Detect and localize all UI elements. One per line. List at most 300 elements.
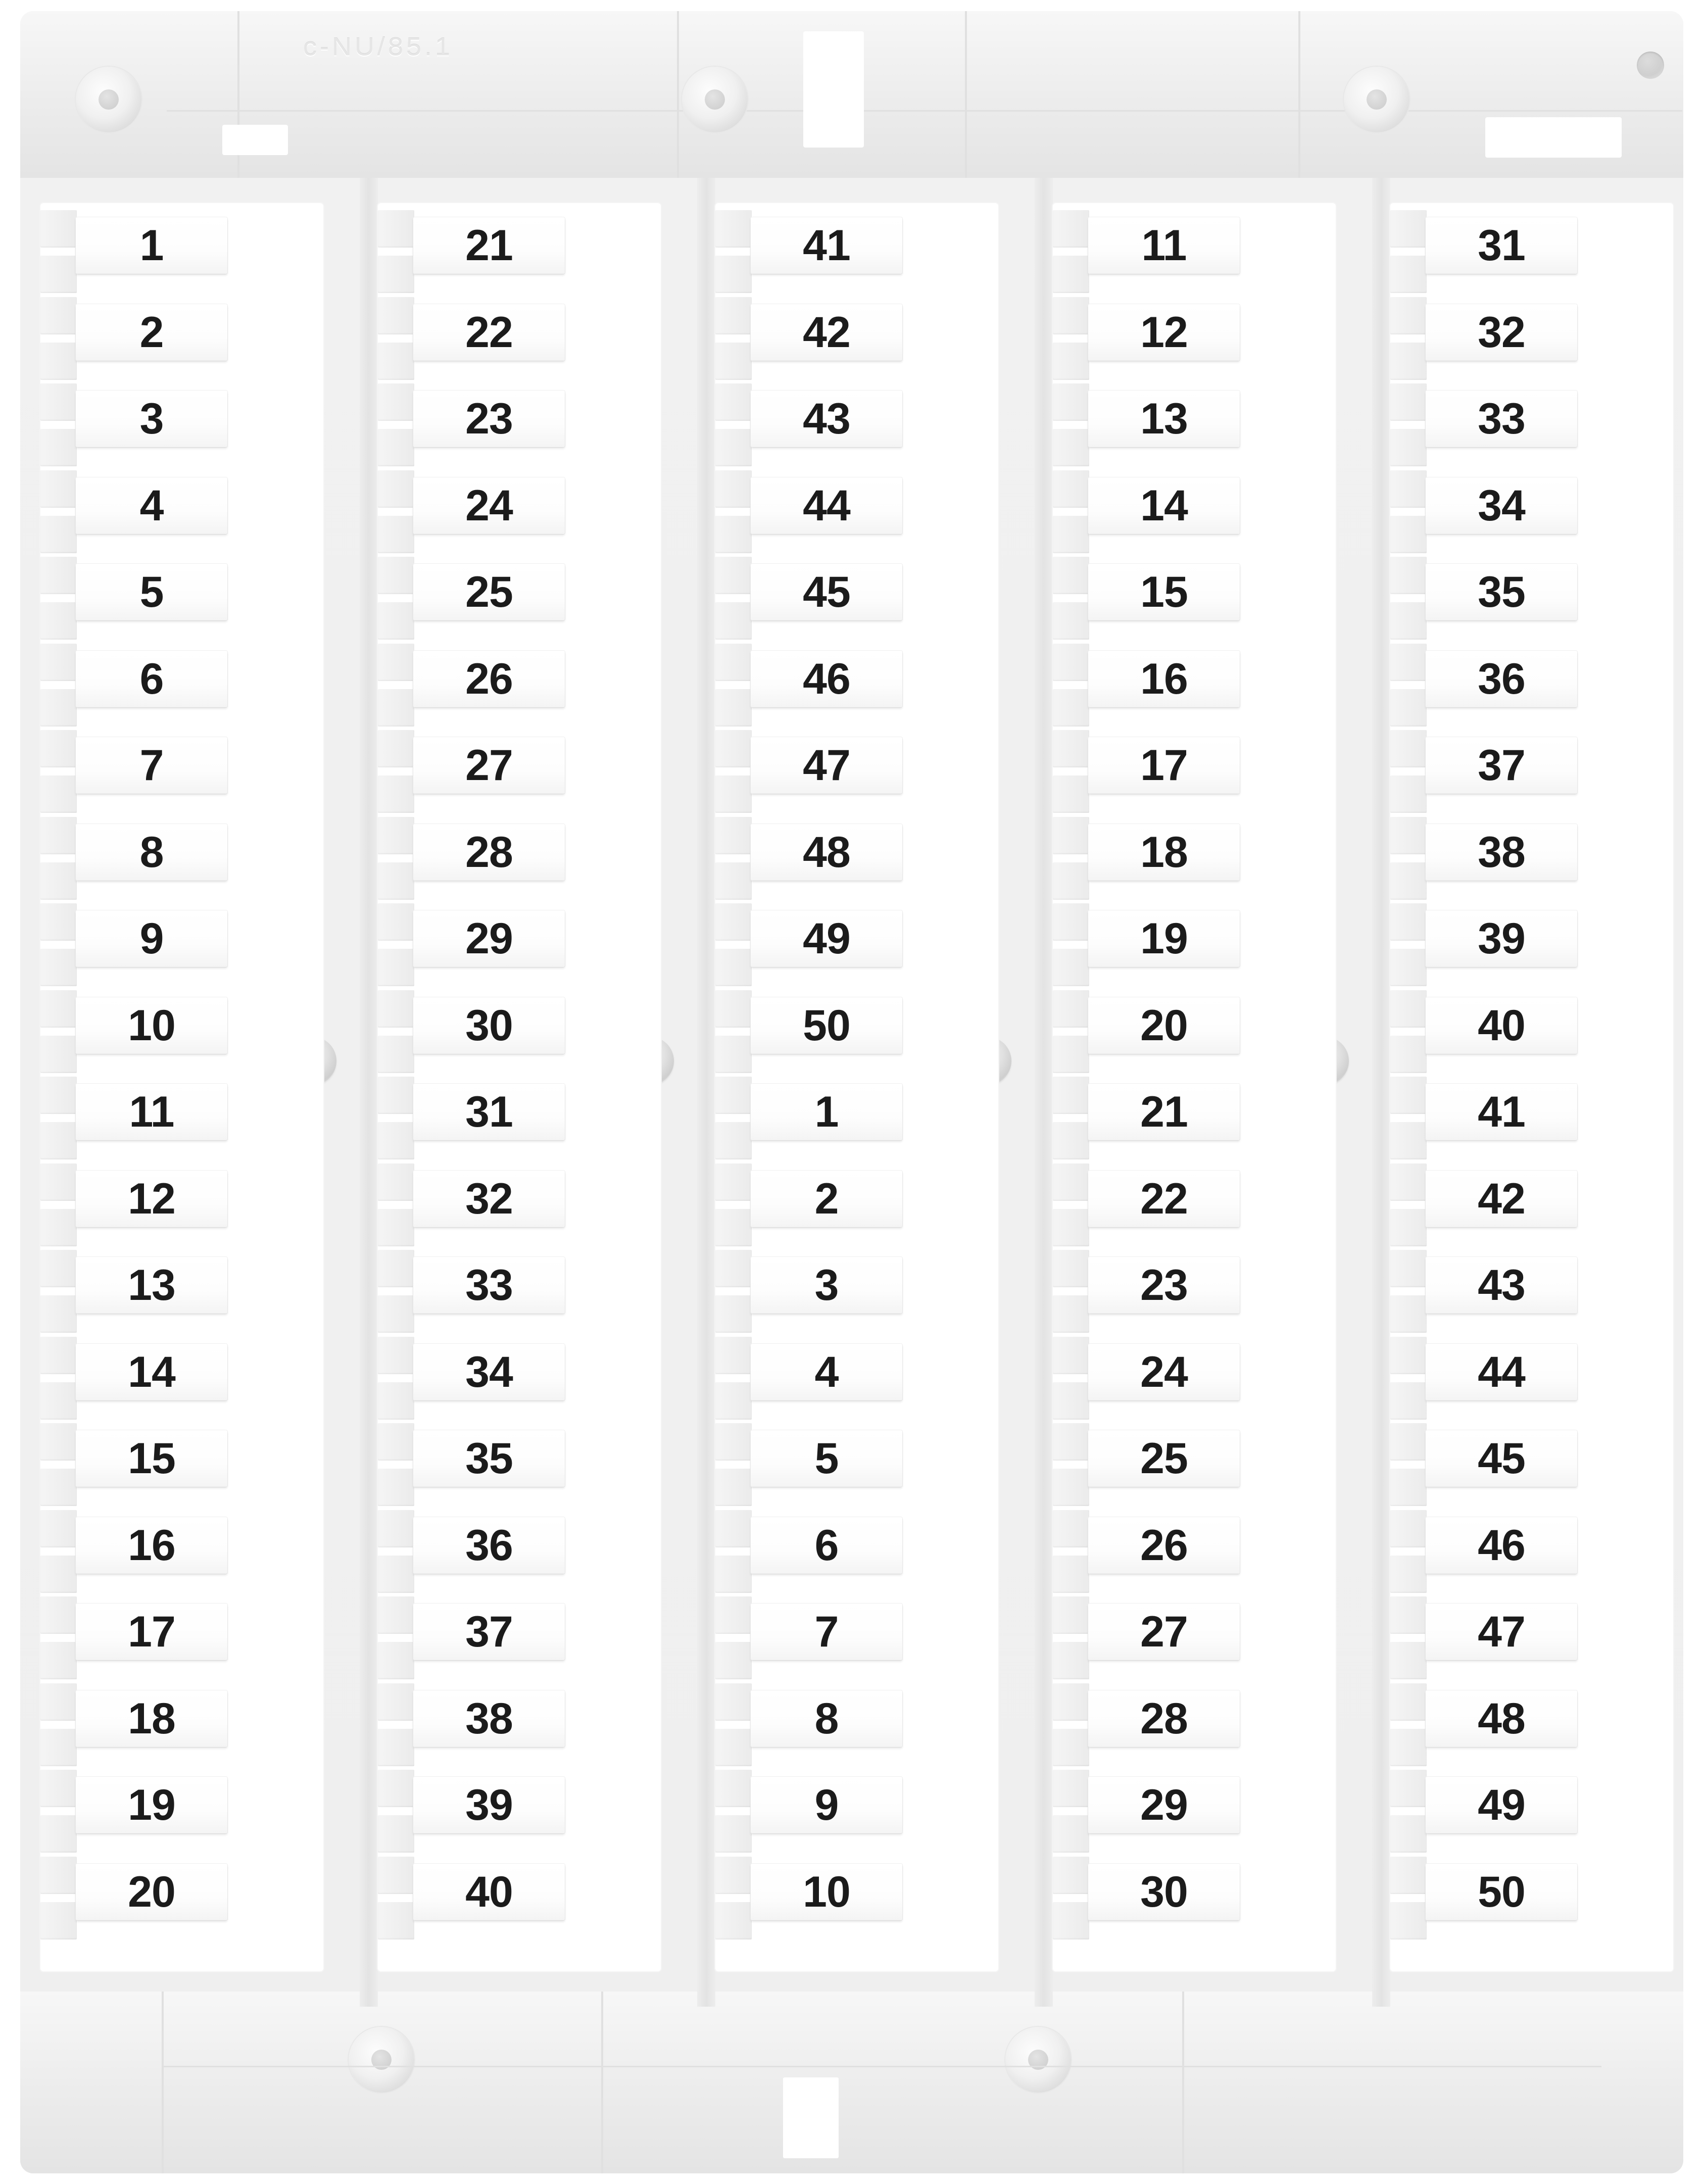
comb-tooth bbox=[1390, 817, 1427, 854]
marker-tag[interactable] bbox=[1088, 737, 1240, 794]
marker-tag-label: 40 bbox=[465, 1867, 513, 1916]
marker-tag[interactable] bbox=[1088, 997, 1240, 1054]
comb-tooth bbox=[378, 644, 414, 681]
marker-tag[interactable] bbox=[76, 737, 227, 794]
marker-tag[interactable] bbox=[1426, 737, 1577, 794]
comb-tooth bbox=[715, 1902, 752, 1939]
comb-tooth bbox=[40, 1510, 77, 1547]
marker-tag-label: 13 bbox=[128, 1261, 175, 1309]
comb-tooth bbox=[715, 297, 752, 334]
marker-tag-label: 42 bbox=[1478, 1174, 1525, 1223]
mount-boss-bottom-left bbox=[349, 2027, 414, 2093]
comb-tooth bbox=[40, 644, 77, 681]
comb-tooth bbox=[715, 256, 752, 293]
comb-tooth bbox=[40, 1382, 77, 1420]
marker-tag-label: 2 bbox=[814, 1174, 839, 1223]
comb-tooth bbox=[40, 602, 77, 640]
marker-tag[interactable] bbox=[1426, 1257, 1577, 1314]
comb-tooth bbox=[1053, 1815, 1089, 1853]
marker-tag-label: 40 bbox=[1478, 1001, 1525, 1050]
marker-tag[interactable] bbox=[751, 391, 902, 447]
marker-tag-label: 18 bbox=[1140, 828, 1188, 877]
marker-tag-label: 26 bbox=[465, 654, 513, 703]
comb-tooth bbox=[1053, 343, 1089, 380]
comb-tooth bbox=[40, 862, 77, 900]
comb-tooth bbox=[378, 1556, 414, 1593]
marker-tag[interactable] bbox=[751, 1257, 902, 1314]
marker-tag[interactable] bbox=[1088, 1517, 1240, 1574]
marker-tag[interactable] bbox=[413, 651, 565, 707]
marker-tag-label: 43 bbox=[803, 395, 850, 443]
comb-tooth bbox=[1053, 730, 1089, 767]
comb-tooth bbox=[40, 470, 77, 508]
comb-tooth bbox=[1053, 775, 1089, 813]
comb-tooth bbox=[378, 210, 414, 248]
marker-tag[interactable] bbox=[413, 217, 565, 274]
comb-tooth bbox=[40, 1469, 77, 1506]
marker-tag-label: 35 bbox=[1478, 568, 1525, 616]
comb-tooth bbox=[1053, 1469, 1089, 1506]
comb-tooth bbox=[1053, 990, 1089, 1028]
comb-tooth bbox=[1053, 1382, 1089, 1420]
marker-tag-label: 5 bbox=[814, 1434, 839, 1483]
marker-tag-label: 47 bbox=[803, 741, 850, 790]
comb-tooth bbox=[40, 1295, 77, 1333]
marker-tag[interactable] bbox=[76, 997, 227, 1054]
marker-strip-2[interactable] bbox=[378, 203, 661, 1971]
marker-tag[interactable] bbox=[76, 564, 227, 620]
marker-tag[interactable] bbox=[76, 1604, 227, 1660]
marker-tag[interactable] bbox=[1088, 824, 1240, 881]
comb-tooth bbox=[1390, 383, 1427, 421]
comb-tooth bbox=[1390, 1510, 1427, 1547]
marker-tag[interactable] bbox=[1088, 1604, 1240, 1660]
comb-tooth bbox=[40, 1729, 77, 1766]
marker-tag[interactable] bbox=[751, 1171, 902, 1227]
marker-tag[interactable] bbox=[76, 1344, 227, 1400]
marker-tag[interactable] bbox=[1088, 477, 1240, 534]
comb-tooth bbox=[1053, 1642, 1089, 1679]
comb-tooth bbox=[40, 297, 77, 334]
marker-tag[interactable] bbox=[1426, 824, 1577, 881]
comb-tooth bbox=[1053, 1077, 1089, 1114]
marker-tag[interactable] bbox=[1088, 1864, 1240, 1920]
comb-tooth bbox=[378, 1382, 414, 1420]
mount-boss-top-right bbox=[1344, 67, 1409, 132]
comb-tooth bbox=[715, 1510, 752, 1547]
comb-tooth bbox=[40, 210, 77, 248]
marker-tag-label: 11 bbox=[129, 1088, 174, 1136]
comb-tooth bbox=[40, 383, 77, 421]
marker-tag-label: 5 bbox=[139, 568, 164, 616]
comb-tooth bbox=[1053, 1729, 1089, 1766]
marker-tag[interactable] bbox=[413, 1257, 565, 1314]
channel-3 bbox=[1035, 178, 1053, 2007]
marker-tag-label: 6 bbox=[814, 1521, 839, 1570]
marker-tag[interactable] bbox=[76, 824, 227, 881]
comb-tooth bbox=[1053, 1295, 1089, 1333]
comb-tooth bbox=[715, 1556, 752, 1593]
marker-tag[interactable] bbox=[413, 304, 565, 361]
comb-tooth bbox=[40, 775, 77, 813]
comb-tooth bbox=[40, 1036, 77, 1073]
marker-tag-label: 15 bbox=[1140, 568, 1188, 616]
marker-tag-label: 10 bbox=[128, 1001, 175, 1050]
marker-tag-label: 3 bbox=[814, 1261, 839, 1309]
marker-tag[interactable] bbox=[76, 304, 227, 361]
comb-tooth bbox=[40, 1337, 77, 1374]
comb-tooth bbox=[715, 1077, 752, 1114]
comb-tooth bbox=[1053, 1683, 1089, 1721]
marker-tag[interactable] bbox=[751, 564, 902, 620]
comb-tooth bbox=[40, 730, 77, 767]
comb-tooth bbox=[40, 689, 77, 726]
marker-tag[interactable] bbox=[413, 1777, 565, 1833]
comb-tooth bbox=[1390, 862, 1427, 900]
marker-tag-label: 23 bbox=[1140, 1261, 1188, 1309]
comb-tooth bbox=[378, 1770, 414, 1807]
marker-tag[interactable] bbox=[1088, 391, 1240, 447]
marker-tag[interactable] bbox=[413, 1344, 565, 1400]
comb-tooth bbox=[1390, 1556, 1427, 1593]
marker-tag[interactable] bbox=[1088, 1171, 1240, 1227]
comb-tooth bbox=[40, 1902, 77, 1939]
comb-tooth bbox=[378, 990, 414, 1028]
comb-tooth bbox=[715, 210, 752, 248]
marker-tag-label: 31 bbox=[1478, 221, 1525, 270]
marker-tag-label: 44 bbox=[803, 481, 850, 530]
comb-tooth bbox=[40, 1770, 77, 1807]
marker-tag[interactable] bbox=[751, 737, 902, 794]
comb-tooth bbox=[1390, 602, 1427, 640]
marker-tag[interactable] bbox=[1088, 910, 1240, 967]
marker-tag[interactable] bbox=[751, 824, 902, 881]
comb-tooth bbox=[1390, 429, 1427, 466]
marker-tag-label: 43 bbox=[1478, 1261, 1525, 1309]
marker-strip-3[interactable] bbox=[715, 203, 998, 1971]
marker-tag-label: 27 bbox=[1140, 1608, 1188, 1656]
marker-tag[interactable] bbox=[1426, 1777, 1577, 1833]
comb-tooth bbox=[715, 903, 752, 941]
marker-tag[interactable] bbox=[751, 1864, 902, 1920]
marker-tag[interactable] bbox=[413, 1604, 565, 1660]
marker-tag[interactable] bbox=[413, 1864, 565, 1920]
comb-tooth bbox=[1053, 1163, 1089, 1201]
channel-4 bbox=[1372, 178, 1390, 2007]
marker-tag[interactable] bbox=[76, 910, 227, 967]
comb-tooth bbox=[378, 1036, 414, 1073]
comb-tooth bbox=[40, 1815, 77, 1853]
marker-tag[interactable] bbox=[1426, 997, 1577, 1054]
comb-tooth bbox=[715, 557, 752, 594]
marker-tag[interactable] bbox=[1426, 1171, 1577, 1227]
comb-tooth bbox=[1390, 689, 1427, 726]
marker-tag-label: 41 bbox=[1478, 1088, 1525, 1136]
marker-tag[interactable] bbox=[1088, 651, 1240, 707]
comb-tooth bbox=[378, 1122, 414, 1159]
comb-tooth bbox=[378, 1857, 414, 1894]
tag-list-4 bbox=[1053, 203, 1336, 1971]
comb-tooth bbox=[40, 343, 77, 380]
marker-tag[interactable] bbox=[76, 477, 227, 534]
comb-tooth bbox=[715, 1337, 752, 1374]
marker-tag-label: 11 bbox=[1141, 221, 1187, 270]
marker-tag[interactable] bbox=[751, 997, 902, 1054]
marker-tag-label: 19 bbox=[128, 1781, 175, 1829]
comb-tooth bbox=[40, 990, 77, 1028]
marker-tag-label: 16 bbox=[128, 1521, 175, 1570]
marker-tag[interactable] bbox=[413, 564, 565, 620]
comb-tooth bbox=[378, 689, 414, 726]
comb-tooth bbox=[715, 862, 752, 900]
marker-tag[interactable] bbox=[413, 1517, 565, 1574]
marker-tag[interactable] bbox=[751, 910, 902, 967]
marker-tag[interactable] bbox=[1088, 1257, 1240, 1314]
comb-tooth bbox=[378, 1510, 414, 1547]
mount-boss-top-mid bbox=[682, 67, 748, 132]
marker-tag[interactable] bbox=[1088, 217, 1240, 274]
comb-tooth bbox=[715, 1642, 752, 1679]
channel-1 bbox=[360, 178, 378, 2007]
rail-seam-bottom-3 bbox=[1182, 1992, 1184, 2173]
marker-tag[interactable] bbox=[751, 1430, 902, 1487]
comb-tooth bbox=[40, 1077, 77, 1114]
comb-tooth bbox=[1390, 903, 1427, 941]
marker-tag[interactable] bbox=[751, 1344, 902, 1400]
marker-tag[interactable] bbox=[1426, 217, 1577, 274]
comb-tooth bbox=[715, 383, 752, 421]
marker-tag[interactable] bbox=[751, 477, 902, 534]
marker-tag[interactable] bbox=[76, 651, 227, 707]
comb-tooth bbox=[1390, 775, 1427, 813]
marker-tag-label: 30 bbox=[1140, 1867, 1188, 1916]
comb-tooth bbox=[1053, 429, 1089, 466]
marker-tag-label: 41 bbox=[803, 221, 850, 270]
marker-tag[interactable] bbox=[1426, 1864, 1577, 1920]
comb-tooth bbox=[1053, 1423, 1089, 1461]
marker-tag-label: 20 bbox=[128, 1867, 175, 1916]
marker-tag[interactable] bbox=[76, 217, 227, 274]
mount-boss-top-left bbox=[76, 67, 141, 132]
comb-tooth bbox=[378, 903, 414, 941]
comb-tooth bbox=[378, 1077, 414, 1114]
marker-tag[interactable] bbox=[413, 910, 565, 967]
comb-tooth bbox=[1053, 689, 1089, 726]
comb-tooth bbox=[378, 1337, 414, 1374]
marker-tag-label: 2 bbox=[139, 308, 164, 357]
marker-tag[interactable] bbox=[1088, 1084, 1240, 1140]
marker-tag-label: 33 bbox=[1478, 395, 1525, 443]
marker-tag-label: 21 bbox=[465, 221, 513, 270]
comb-tooth bbox=[715, 1423, 752, 1461]
marker-tag[interactable] bbox=[76, 1257, 227, 1314]
marker-tag-label: 6 bbox=[139, 654, 164, 703]
comb-tooth bbox=[1390, 1770, 1427, 1807]
comb-tooth bbox=[378, 1209, 414, 1246]
marker-tag[interactable] bbox=[1088, 1690, 1240, 1747]
marker-tag[interactable] bbox=[413, 824, 565, 881]
comb-tooth bbox=[1053, 1556, 1089, 1593]
marker-tag[interactable] bbox=[751, 1604, 902, 1660]
comb-tooth bbox=[715, 343, 752, 380]
marker-tag[interactable] bbox=[413, 1171, 565, 1227]
marker-tag[interactable] bbox=[1088, 564, 1240, 620]
marker-tag-label: 37 bbox=[1478, 741, 1525, 790]
marker-tag[interactable] bbox=[413, 737, 565, 794]
marker-strip-1[interactable] bbox=[40, 203, 323, 1971]
marker-tag-label: 17 bbox=[1140, 741, 1188, 790]
marker-tag[interactable] bbox=[1088, 1344, 1240, 1400]
comb-tooth bbox=[378, 775, 414, 813]
marker-tag-label: 1 bbox=[139, 221, 164, 270]
comb-tooth bbox=[40, 1423, 77, 1461]
marker-tag[interactable] bbox=[1426, 1690, 1577, 1747]
comb-tooth bbox=[1053, 210, 1089, 248]
comb-tooth bbox=[715, 1729, 752, 1766]
marker-tag[interactable] bbox=[1426, 651, 1577, 707]
marker-tag[interactable] bbox=[413, 391, 565, 447]
marker-tag[interactable] bbox=[76, 1171, 227, 1227]
comb-tooth bbox=[378, 1683, 414, 1721]
marker-tag[interactable] bbox=[1088, 1430, 1240, 1487]
marker-tag-label: 32 bbox=[465, 1174, 513, 1223]
comb-tooth bbox=[1053, 297, 1089, 334]
marker-tag-label: 24 bbox=[465, 481, 513, 530]
marker-tag[interactable] bbox=[1426, 1084, 1577, 1140]
marker-tag-label: 45 bbox=[1478, 1434, 1525, 1483]
comb-tooth bbox=[1390, 297, 1427, 334]
marker-tag[interactable] bbox=[76, 1084, 227, 1140]
marker-tag-label: 3 bbox=[139, 395, 164, 443]
comb-tooth bbox=[715, 817, 752, 854]
marker-tag[interactable] bbox=[751, 304, 902, 361]
comb-tooth bbox=[1053, 256, 1089, 293]
comb-tooth bbox=[40, 256, 77, 293]
marker-tag[interactable] bbox=[413, 997, 565, 1054]
comb-tooth bbox=[715, 602, 752, 640]
comb-tooth bbox=[378, 1815, 414, 1853]
comb-tooth bbox=[378, 383, 414, 421]
comb-tooth bbox=[1390, 256, 1427, 293]
comb-tooth bbox=[1053, 1770, 1089, 1807]
comb-tooth bbox=[1390, 516, 1427, 553]
marker-tag[interactable] bbox=[76, 1517, 227, 1574]
comb-tooth bbox=[1390, 949, 1427, 986]
marker-tag[interactable] bbox=[751, 1777, 902, 1833]
comb-tooth bbox=[715, 1250, 752, 1287]
marker-tag-label: 39 bbox=[465, 1781, 513, 1829]
marker-tag[interactable] bbox=[751, 651, 902, 707]
marker-tag-label: 45 bbox=[803, 568, 850, 616]
comb-tooth bbox=[1390, 1382, 1427, 1420]
marker-tag-label: 20 bbox=[1140, 1001, 1188, 1050]
comb-tooth bbox=[40, 429, 77, 466]
marker-tag[interactable] bbox=[1426, 1604, 1577, 1660]
comb-tooth bbox=[378, 817, 414, 854]
marker-tag-label: 16 bbox=[1140, 654, 1188, 703]
marker-tag[interactable] bbox=[76, 391, 227, 447]
mount-boss-bottom-mid bbox=[1005, 2027, 1071, 2093]
comb-tooth bbox=[378, 343, 414, 380]
marker-tag[interactable] bbox=[76, 1690, 227, 1747]
comb-tooth bbox=[1390, 1596, 1427, 1634]
marker-tag[interactable] bbox=[1426, 391, 1577, 447]
comb-tooth bbox=[40, 1683, 77, 1721]
comb-tooth bbox=[1053, 1510, 1089, 1547]
marker-tag[interactable] bbox=[1426, 477, 1577, 534]
marker-tag-label: 32 bbox=[1478, 308, 1525, 357]
comb-tooth bbox=[1390, 644, 1427, 681]
comb-tooth bbox=[1390, 1857, 1427, 1894]
marker-strip-4[interactable] bbox=[1053, 203, 1336, 1971]
marker-tag[interactable] bbox=[751, 1084, 902, 1140]
marker-tag[interactable] bbox=[1088, 1777, 1240, 1833]
marker-tag[interactable] bbox=[1426, 1344, 1577, 1400]
tag-list-2 bbox=[378, 203, 661, 1971]
comb-tooth bbox=[1053, 557, 1089, 594]
comb-tooth bbox=[378, 557, 414, 594]
marker-tag-label: 22 bbox=[465, 308, 513, 357]
marker-tag[interactable] bbox=[751, 217, 902, 274]
marker-tag[interactable] bbox=[751, 1517, 902, 1574]
comb-tooth bbox=[715, 516, 752, 553]
marker-tag-label: 12 bbox=[1140, 308, 1188, 357]
comb-tooth bbox=[1053, 1122, 1089, 1159]
comb-tooth bbox=[715, 1295, 752, 1333]
marker-tag-label: 26 bbox=[1140, 1521, 1188, 1570]
comb-tooth bbox=[1053, 1209, 1089, 1246]
marker-tag-label: 50 bbox=[803, 1001, 850, 1050]
top-slot-right bbox=[1485, 117, 1622, 158]
marker-tag[interactable] bbox=[76, 1864, 227, 1920]
comb-tooth bbox=[1053, 1857, 1089, 1894]
comb-tooth bbox=[1390, 1295, 1427, 1333]
marker-tag[interactable] bbox=[413, 1084, 565, 1140]
marker-tag[interactable] bbox=[413, 1690, 565, 1747]
comb-tooth bbox=[378, 602, 414, 640]
marker-tag-label: 28 bbox=[465, 828, 513, 877]
marker-tag[interactable] bbox=[413, 1430, 565, 1487]
marker-strip-5[interactable] bbox=[1390, 203, 1673, 1971]
marker-tag[interactable] bbox=[1426, 304, 1577, 361]
rail-seam-top-2 bbox=[677, 11, 679, 178]
marker-tag[interactable] bbox=[1426, 1517, 1577, 1574]
comb-tooth bbox=[1390, 1423, 1427, 1461]
comb-tooth bbox=[378, 1469, 414, 1506]
comb-tooth bbox=[715, 429, 752, 466]
marker-tag[interactable] bbox=[76, 1430, 227, 1487]
comb-tooth bbox=[715, 470, 752, 508]
comb-tooth bbox=[40, 516, 77, 553]
marker-tag-label: 19 bbox=[1140, 914, 1188, 963]
marker-tag[interactable] bbox=[1426, 564, 1577, 620]
marker-tag[interactable] bbox=[751, 1690, 902, 1747]
marker-tag[interactable] bbox=[413, 477, 565, 534]
comb-tooth bbox=[1390, 470, 1427, 508]
marker-tag[interactable] bbox=[1426, 1430, 1577, 1487]
marker-tag-label: 17 bbox=[128, 1608, 175, 1656]
marker-tag-label: 42 bbox=[803, 308, 850, 357]
comb-tooth bbox=[378, 429, 414, 466]
marker-tag-label: 14 bbox=[128, 1347, 175, 1396]
marker-tag[interactable] bbox=[76, 1777, 227, 1833]
comb-tooth bbox=[1390, 1077, 1427, 1114]
comb-tooth bbox=[1390, 210, 1427, 248]
comb-tooth bbox=[1053, 1596, 1089, 1634]
marker-tag-label: 35 bbox=[465, 1434, 513, 1483]
marker-tag[interactable] bbox=[1426, 910, 1577, 967]
marker-tag[interactable] bbox=[1088, 304, 1240, 361]
